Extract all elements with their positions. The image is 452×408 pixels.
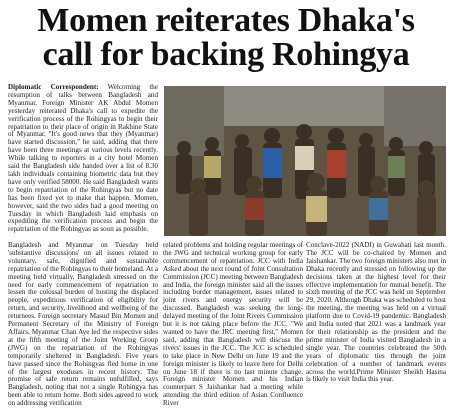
article-paragraph-intro — [8, 84, 158, 234]
crowd-photo-icon — [164, 86, 446, 236]
crowd-photo — [164, 86, 446, 236]
article-text-d: Conclave-2022 (NADI) in Guwahati last month. The JCC will be co-chaired by Momen and Jaishankar. The two foreign ministers also met in Dhaka recently and stressed on following up the decisions taken at the highest level for their effective implementation for mutual benefit. The sixth meeting of the JCC was held on September 29, 2020. Although Dhaka was scheduled to host the meeting, the meeting was held on a virtual platform due to Covid-19 pandemic. Bangladesh and India noted that 2021 was a landmark year for their relationship as the president and the prime minister of India visited Bangladesh in a single year. The countries celebrated the 50th years of diplomatic ties through the joint celebration of a number of landmark events across the world.Prime Minister Sheikh Hasina is likely to visit India this year. — [306, 241, 446, 384]
article-text-a: Welcoming the resumption of talks between Bangladesh and Myanmar, Foreign Minister AK Abdul Momen yesterday reiterated Dhaka's call to expedite the verification process of the Rohingyas to begin their repatriation to their place of origin in Rakhine State of Myanmar. "It's good news that they (Myanmar) have started discussion," he said, adding that there have been three meetings at various levels recently. While talking to reporters in a city hotel Momen said the Bangladesh side handed over a list of 8.30 lakh individuals containing biometric data but they have only verified 58000. He said Bangladesh wants to begin repatriation of the Rohingyas but no date has been fixed yet to make that happen. Momen, however, said the two sides had a good meeting on Tuesday in which Bangladesh laid emphasis on expediting the verification process and begin the repatriation of the Rohingyas as soon as possible. — [8, 83, 158, 234]
article-column-4 — [306, 242, 446, 396]
article-text-b: Bangladesh and Myanmar on Tuesday held 'substantive discussions' on all issues related to voluntary, safe, dignified and sustainable repatriation of the Rohingyas to their homeland. At a meeting held virtually, Bangladesh stressed on the need for early commencement of repatriation to lessen the colossal burden of hosting the displaced people, expeditious verification of eligibility for return, and security, livelihood and wellbeing of the returnees. Foreign secretary Masud Bin Momen and Permanent Secretary of the Ministry of Foreign Affairs, Myanmar Chan Aye led the respective sides at the fifth meeting of the Joint Working Group (JWG) on the repatriation of the Rohingyas temporarily sheltered in Bangladesh. Five years have passed since the Rohingyas fled home in one of the largest exoduses in recent history. The promise of safe return remains unfulfilled, says Bangladesh, noting that not a single Rohingya has been able to return home. Both sides agreed to work on addressing verification — [8, 241, 158, 408]
article-column-2 — [8, 241, 158, 408]
headline-line-2: call for backing Rohingya — [42, 36, 410, 73]
headline-line-1: Momen reiterates Dhaka's — [37, 2, 415, 39]
article-column-1 — [8, 84, 158, 242]
headline — [0, 4, 452, 72]
article-text-c: related problems and holding regular meetings of the JWG and technical working group for early commencement of repatriation. JCC with India Asked about the next round of Joint Consultation Commission (JCC) meeting between Bangladesh and India, the foreign minister said all the issues including border management, issues related to joint rivers and energy security will be discussed. Bangladesh was seeking the long-delayed meeting of the Joint Rivers Commission but it is not taking place before the JCC. "We wanted to have the JRC meeting first," Momen said, adding that Bangladesh will discuss the rivers' issues in the JCC. The JCC is scheduled to take place in New Delhi on June 19 and the foreign minister is likely to leave here for Delhi on June 18 if there is no last minute change. Foreign minister Momen and his Indian counterpart S Jaishankar had a meeting while attending the third edition of Asian Confluence River — [163, 241, 303, 408]
byline: Diplomatic Correspondent: — [8, 83, 99, 91]
article-column-3 — [163, 241, 303, 408]
